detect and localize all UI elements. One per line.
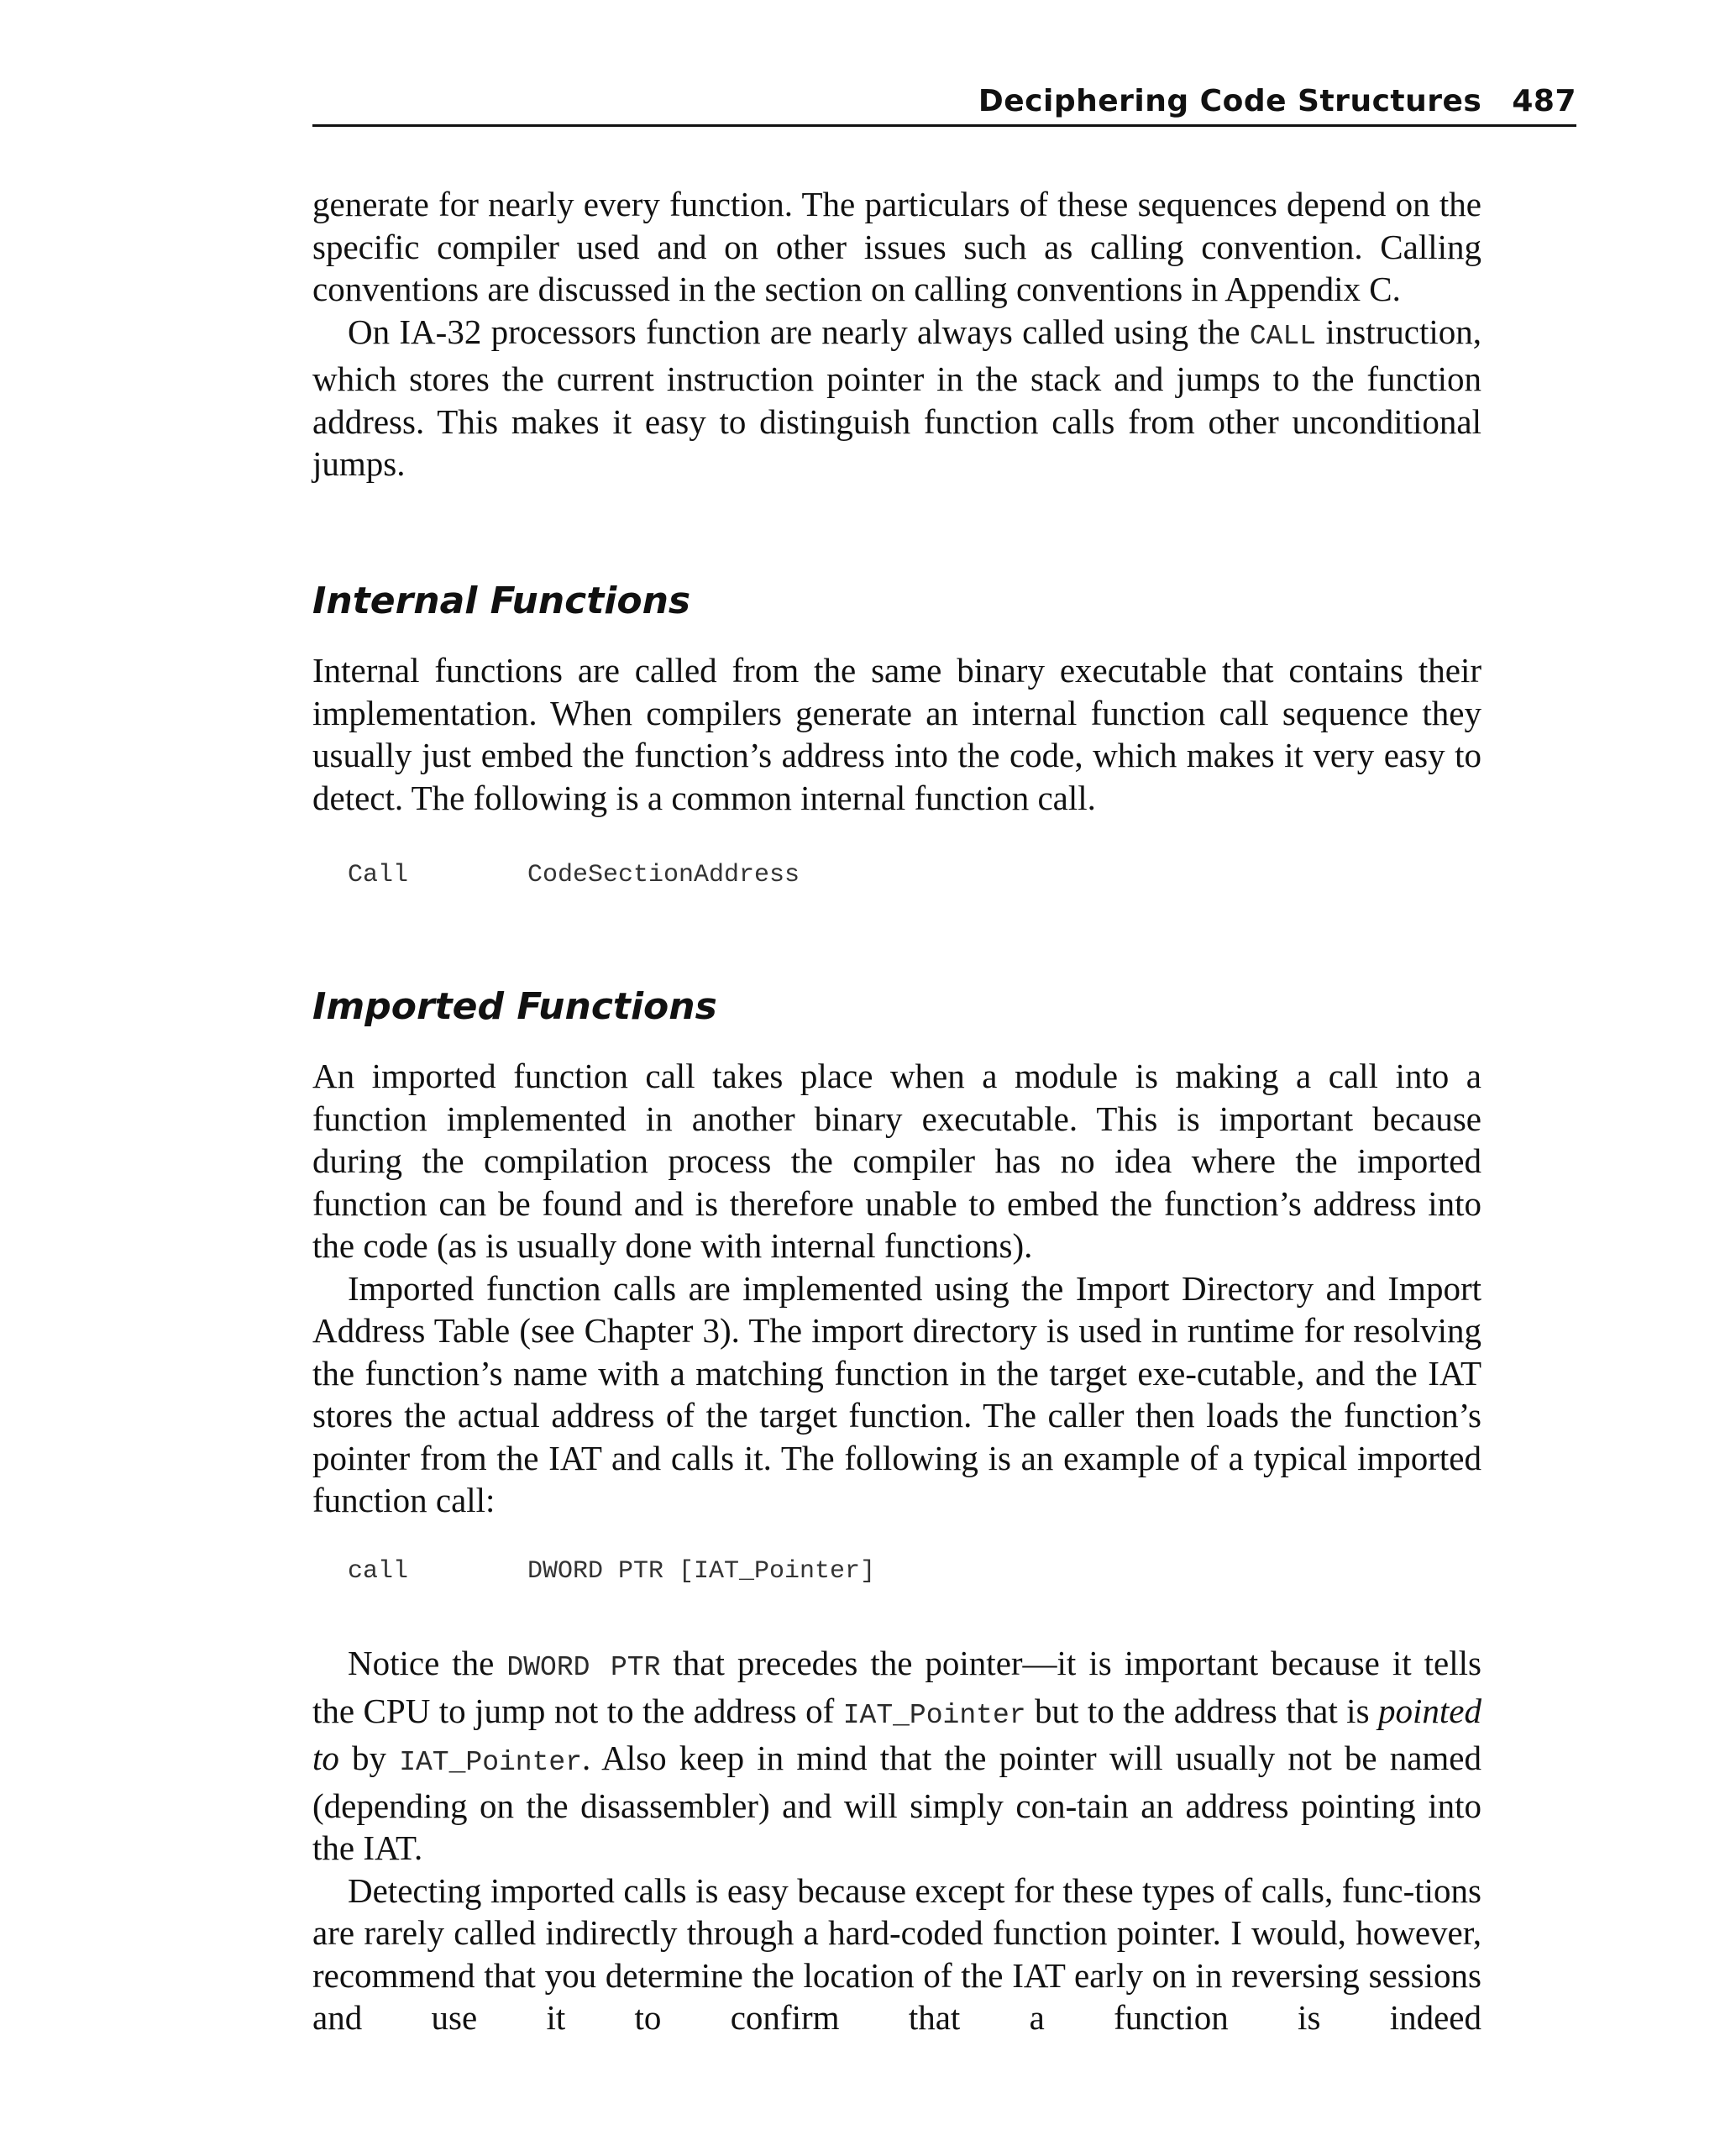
code-example-internal [348,858,800,892]
heading-internal-functions: Internal Functions [312,580,691,622]
emphasis-pointed-to: pointed to [312,1691,1481,1777]
code-opcode: call [348,1557,409,1586]
inline-code-call: CALL [1249,320,1317,352]
code-opcode: Call [348,861,409,889]
code-example-imported [348,1555,875,1588]
code-operand: CodeSectionAddress [527,861,800,889]
imported-paragraph-1: An imported function call takes place when a module is making a call into a function implemented in another binary executable. This is important because during the compilation process the compiler has no idea where the imported function can be found and is therefore unable to embed the function’s address into the code (as is usually done with internal functions). [312,1057,1481,1265]
internal-section [312,649,1481,819]
internal-paragraph-1: Internal functions are called from the same binary executable that contains their implementation. When compilers generate an internal function call sequence they usually just embed the function’s address into the code, which makes it very easy to detect. The following is a common internal function call. [312,651,1481,817]
chapter-title: Deciphering Code Structures [978,84,1482,118]
imported-section-continued [312,1642,1481,2039]
running-header [312,81,1576,127]
imported-paragraph-4: Detecting imported calls is easy because except for these types of calls, func-tions are rarely called indirectly through a hard-coded function pointer. I would, however, recommend that you determine the location of the IAT early on in reversing sessions and use it to confirm that a function is indeed [312,1870,1481,2037]
intro-section [312,183,1481,485]
inline-code-iat-pointer: IAT_Pointer [399,1747,583,1778]
inline-code-iat-pointer: IAT_Pointer [842,1699,1026,1731]
page-number: 487 [1512,84,1576,118]
imported-section [312,1055,1481,1522]
imported-paragraph-2: Imported function calls are implemented using the Import Directory and Import Address Table (see Chapter 3). The import directory is used in runtime for resolving the function’s name with a matching function in the target exe-cutable, and the IAT stores the actual address of the target function. The caller then loads the function’s pointer from the IAT and calls it. The following is an example of a typical imported function call: [312,1268,1481,1519]
intro-paragraph-1: generate for nearly every function. The particulars of these sequences depend on the specific compiler used and on other issues such as calling convention. Calling conventions are discussed in the section on calling conventions in Appendix C. [312,185,1481,308]
heading-imported-functions: Imported Functions [312,985,717,1028]
inline-code-dword-ptr: DWORD PTR [506,1652,661,1683]
code-operand: DWORD PTR [IAT_Pointer] [527,1557,876,1586]
intro-paragraph-2: On IA-32 processors function are nearly always called using the CALL instruction, which stores the current instruction pointer in the stack and jumps to the function address. This makes it easy to distinguish function calls from other unconditional jumps. [312,312,1481,483]
imported-paragraph-3: Notice the DWORD PTR that precedes the pointer—it is important because it tells the CPU to jump not to the address of IAT_Pointer but to the address that is pointed to by IAT_Pointer. Also keep in mind that the pointer will usually not be named (depending on the disassembler) and will simply con-tain an address pointing into the IAT. [312,1644,1481,1867]
